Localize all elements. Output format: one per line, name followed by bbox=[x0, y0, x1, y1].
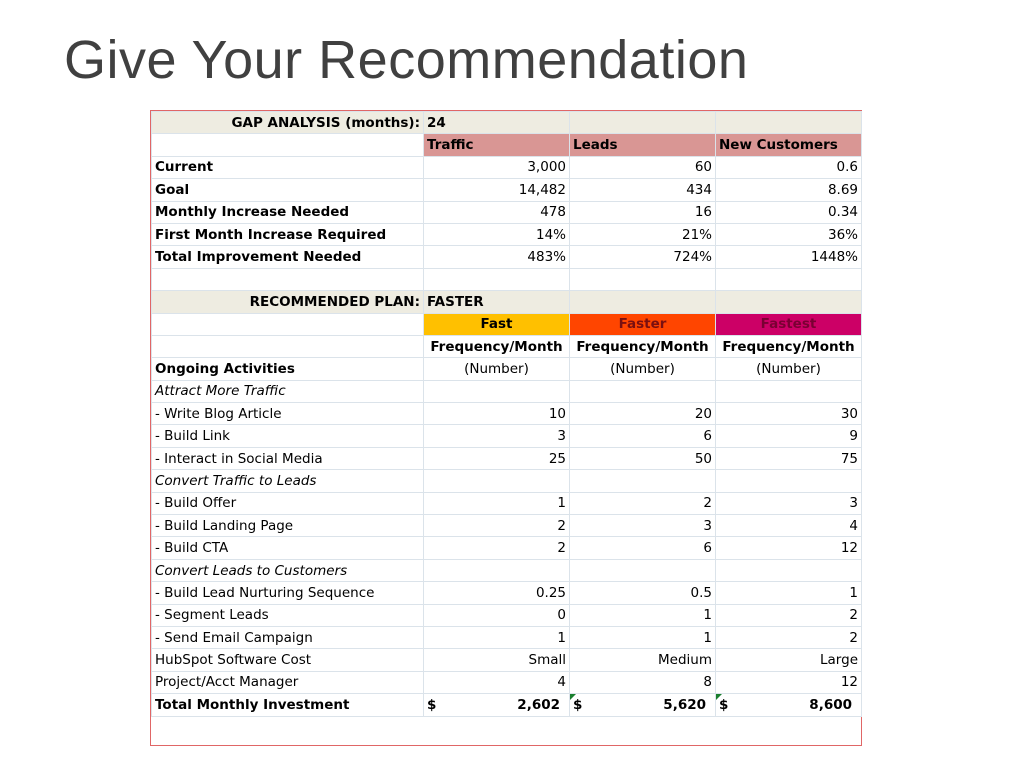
empty-cell bbox=[570, 380, 716, 402]
empty-cell bbox=[152, 134, 424, 156]
activity-label: - Build Landing Page bbox=[152, 515, 424, 537]
currency-symbol: $ bbox=[573, 696, 583, 713]
cell-new-customers: 8.69 bbox=[716, 179, 862, 201]
cell-new-customers: 0.6 bbox=[716, 156, 862, 178]
gap-row-monthly-increase bbox=[152, 201, 862, 223]
cell-faster: 1 bbox=[570, 626, 716, 648]
activity-row bbox=[152, 492, 862, 514]
tier-fastest: Fastest bbox=[716, 313, 862, 335]
tier-header-row bbox=[152, 313, 862, 335]
recommendation-table bbox=[150, 110, 862, 746]
total-fast-value: 2,602 bbox=[517, 696, 560, 713]
col-header-traffic: Traffic bbox=[424, 134, 570, 156]
cell-faster: 8 bbox=[570, 671, 716, 693]
account-manager-row bbox=[152, 671, 862, 693]
cell-faster: 3 bbox=[570, 515, 716, 537]
activity-label: - Build CTA bbox=[152, 537, 424, 559]
cell-fast: 1 bbox=[424, 626, 570, 648]
cell-leads: 21% bbox=[570, 223, 716, 245]
cell-new-customers: 1448% bbox=[716, 246, 862, 268]
empty-cell bbox=[570, 291, 716, 313]
total-investment-row bbox=[152, 694, 862, 716]
row-label: Total Improvement Needed bbox=[152, 246, 424, 268]
section-heading: Attract More Traffic bbox=[152, 380, 424, 402]
frequency-header-row bbox=[152, 335, 862, 357]
cell-fast: 0.25 bbox=[424, 582, 570, 604]
row-label: Project/Acct Manager bbox=[152, 671, 424, 693]
cell-faster: 2 bbox=[570, 492, 716, 514]
cell-fast: 4 bbox=[424, 671, 570, 693]
currency-symbol: $ bbox=[427, 696, 437, 713]
gap-analysis-label: GAP ANALYSIS (months): bbox=[152, 112, 424, 134]
empty-cell bbox=[424, 470, 570, 492]
cell-faster: 6 bbox=[570, 537, 716, 559]
empty-cell bbox=[570, 559, 716, 581]
total-fastest-cell bbox=[716, 694, 862, 716]
cell-faster: Medium bbox=[570, 649, 716, 671]
cell-fast: 1 bbox=[424, 492, 570, 514]
freq-header-fastest: Frequency/Month bbox=[716, 335, 862, 357]
total-faster-cell bbox=[570, 694, 716, 716]
cell-fastest: 30 bbox=[716, 403, 862, 425]
cell-faster: 6 bbox=[570, 425, 716, 447]
cell-fast: 2 bbox=[424, 537, 570, 559]
activity-label: - Segment Leads bbox=[152, 604, 424, 626]
activity-row bbox=[152, 537, 862, 559]
plan-header-row bbox=[152, 291, 862, 313]
cell-traffic: 3,000 bbox=[424, 156, 570, 178]
empty-cell bbox=[570, 268, 716, 290]
gap-row-first-month bbox=[152, 223, 862, 245]
software-cost-row bbox=[152, 649, 862, 671]
empty-cell bbox=[716, 470, 862, 492]
activity-label: - Write Blog Article bbox=[152, 403, 424, 425]
section-heading-row bbox=[152, 559, 862, 581]
empty-cell bbox=[716, 291, 862, 313]
col-header-leads: Leads bbox=[570, 134, 716, 156]
gap-analysis-months: 24 bbox=[424, 112, 570, 134]
freq-header-faster: Frequency/Month bbox=[570, 335, 716, 357]
empty-cell bbox=[716, 268, 862, 290]
number-header-fast: (Number) bbox=[424, 358, 570, 380]
spacer-row bbox=[152, 268, 862, 290]
freq-header-fast: Frequency/Month bbox=[424, 335, 570, 357]
number-header-faster: (Number) bbox=[570, 358, 716, 380]
empty-cell bbox=[152, 313, 424, 335]
activity-row bbox=[152, 604, 862, 626]
cell-fast: 10 bbox=[424, 403, 570, 425]
section-heading: Convert Leads to Customers bbox=[152, 559, 424, 581]
empty-cell bbox=[716, 112, 862, 134]
row-label: Monthly Increase Needed bbox=[152, 201, 424, 223]
cell-fast: 2 bbox=[424, 515, 570, 537]
gap-row-total-improvement bbox=[152, 246, 862, 268]
section-heading: Convert Traffic to Leads bbox=[152, 470, 424, 492]
gap-row-goal bbox=[152, 179, 862, 201]
empty-cell bbox=[570, 470, 716, 492]
cell-traffic: 14% bbox=[424, 223, 570, 245]
row-label: Current bbox=[152, 156, 424, 178]
cell-leads: 434 bbox=[570, 179, 716, 201]
cell-fast: 0 bbox=[424, 604, 570, 626]
total-fastest-value: 8,600 bbox=[809, 696, 852, 713]
empty-cell bbox=[424, 268, 570, 290]
section-heading-row bbox=[152, 470, 862, 492]
slide-title: Give Your Recommendation bbox=[64, 30, 749, 90]
empty-cell bbox=[570, 112, 716, 134]
empty-cell bbox=[424, 380, 570, 402]
plan-choice: FASTER bbox=[424, 291, 570, 313]
activity-row bbox=[152, 515, 862, 537]
activity-label: - Build Offer bbox=[152, 492, 424, 514]
number-header-fastest: (Number) bbox=[716, 358, 862, 380]
empty-cell bbox=[716, 380, 862, 402]
cell-traffic: 478 bbox=[424, 201, 570, 223]
gap-row-current bbox=[152, 156, 862, 178]
tier-fast: Fast bbox=[424, 313, 570, 335]
activity-row bbox=[152, 582, 862, 604]
cell-faster: 20 bbox=[570, 403, 716, 425]
cell-fastest: 9 bbox=[716, 425, 862, 447]
activity-label: - Build Link bbox=[152, 425, 424, 447]
cell-fast: Small bbox=[424, 649, 570, 671]
cell-faster: 50 bbox=[570, 447, 716, 469]
cell-faster: 1 bbox=[570, 604, 716, 626]
tier-faster: Faster bbox=[570, 313, 716, 335]
total-fast-cell bbox=[424, 694, 570, 716]
total-label: Total Monthly Investment bbox=[152, 694, 424, 716]
cell-faster: 0.5 bbox=[570, 582, 716, 604]
cell-fastest: 2 bbox=[716, 626, 862, 648]
cell-fast: 3 bbox=[424, 425, 570, 447]
cell-leads: 724% bbox=[570, 246, 716, 268]
ongoing-activities-row bbox=[152, 358, 862, 380]
cell-leads: 16 bbox=[570, 201, 716, 223]
cell-leads: 60 bbox=[570, 156, 716, 178]
row-label: Goal bbox=[152, 179, 424, 201]
cell-traffic: 483% bbox=[424, 246, 570, 268]
empty-cell bbox=[152, 335, 424, 357]
gap-analysis-header-row bbox=[152, 112, 862, 134]
cell-traffic: 14,482 bbox=[424, 179, 570, 201]
activity-row bbox=[152, 447, 862, 469]
cell-fastest: 75 bbox=[716, 447, 862, 469]
total-faster-value: 5,620 bbox=[663, 696, 706, 713]
activity-row bbox=[152, 626, 862, 648]
activity-label: - Send Email Campaign bbox=[152, 626, 424, 648]
gap-columns-row bbox=[152, 134, 862, 156]
cell-fastest: 12 bbox=[716, 671, 862, 693]
activity-label: - Build Lead Nurturing Sequence bbox=[152, 582, 424, 604]
currency-symbol: $ bbox=[719, 696, 729, 713]
row-label: HubSpot Software Cost bbox=[152, 649, 424, 671]
activity-row bbox=[152, 403, 862, 425]
cell-new-customers: 0.34 bbox=[716, 201, 862, 223]
empty-cell bbox=[716, 559, 862, 581]
activity-row bbox=[152, 425, 862, 447]
row-label: First Month Increase Required bbox=[152, 223, 424, 245]
cell-fastest: 2 bbox=[716, 604, 862, 626]
empty-cell bbox=[424, 559, 570, 581]
spreadsheet-grid bbox=[151, 111, 862, 717]
cell-fastest: 12 bbox=[716, 537, 862, 559]
cell-fast: 25 bbox=[424, 447, 570, 469]
cell-fastest: 3 bbox=[716, 492, 862, 514]
activity-label: - Interact in Social Media bbox=[152, 447, 424, 469]
section-heading-row bbox=[152, 380, 862, 402]
col-header-new-customers: New Customers bbox=[716, 134, 862, 156]
plan-label: RECOMMENDED PLAN: bbox=[152, 291, 424, 313]
cell-fastest: 4 bbox=[716, 515, 862, 537]
cell-new-customers: 36% bbox=[716, 223, 862, 245]
cell-fastest: 1 bbox=[716, 582, 862, 604]
ongoing-activities-label: Ongoing Activities bbox=[152, 358, 424, 380]
empty-cell bbox=[152, 268, 424, 290]
cell-fastest: Large bbox=[716, 649, 862, 671]
